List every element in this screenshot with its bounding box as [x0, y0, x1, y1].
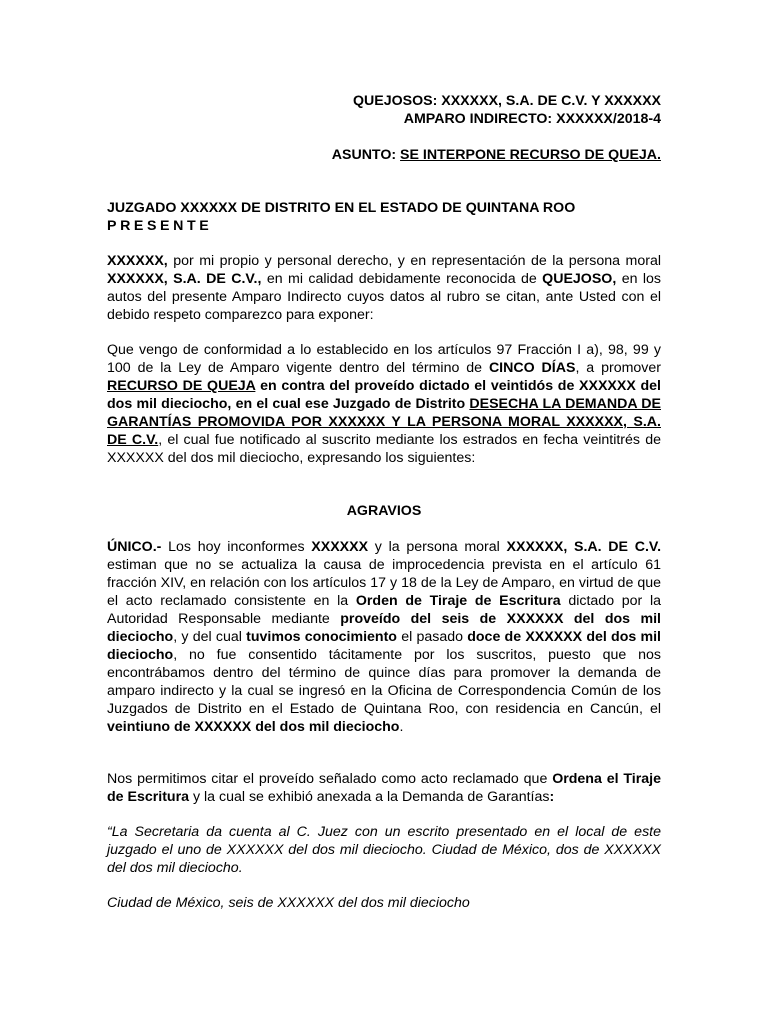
p2-s2: CINCO DÍAS	[488, 360, 576, 376]
p3-s12: el pasado	[396, 629, 468, 645]
p1-s1: XXXXXX,	[107, 253, 168, 269]
p2-s1: Que vengo de conformidad a lo establecido en los artículos 97 Fracción I a), 98, 99 y 100 de la Ley de Amparo vigente dentro del término de	[107, 342, 661, 376]
p2-s8: , el cual fue notificado al suscrito mediante los estrados en fecha veintitrés de XXXXXX del dos mil dieciocho, expresando los siguientes:	[107, 432, 661, 466]
p1-s6: en los autos del presente Amparo Indirecto cuyos datos al rubro se citan, ante Usted con el debido respeto comparezco para exponer:	[107, 271, 662, 323]
recurso-paragraph	[107, 341, 661, 467]
intro-paragraph	[107, 252, 661, 324]
p3-s3: XXXXXX	[311, 539, 369, 555]
court-addressee	[107, 199, 661, 235]
asunto-label: ASUNTO:	[331, 147, 401, 163]
quoted-ruling-date: Ciudad de México, seis de XXXXXX del dos mil dieciocho	[107, 895, 470, 911]
presente-line: PRESENTE	[107, 218, 213, 234]
p3-s11: tuvimos conocimiento	[246, 629, 397, 645]
p3-s10: , y del cual	[173, 629, 247, 645]
citation-intro-paragraph	[107, 770, 661, 806]
p3-s7: Orden de Tiraje de Escritura	[355, 593, 561, 609]
p3-s5: XXXXXX, S.A. DE C.V.	[506, 539, 662, 555]
p3-s1: ÚNICO.-	[107, 539, 162, 555]
asunto-value: SE INTERPONE RECURSO DE QUEJA.	[400, 147, 661, 163]
case-header	[353, 92, 661, 128]
p1-s5: QUEJOSO,	[542, 271, 617, 287]
p4-s1: Nos permitimos citar el proveído señalado como acto reclamado que	[107, 771, 553, 787]
p3-s9: proveído del seis de XXXXXX del dos mil dieciocho	[107, 611, 661, 645]
court-name: JUZGADO XXXXXX DE DISTRITO EN EL ESTADO DE QUINTANA ROO	[107, 200, 576, 216]
p3-s8: dictado por la Autoridad Responsable mediante	[107, 593, 662, 627]
p4-s4: :	[549, 789, 555, 805]
p2-s5: en contra del proveído dictado el veintidós de XXXXXX del dos mil dieciocho, en el cual ese Juzgado de Distrito	[107, 378, 661, 412]
asunto-line	[332, 146, 661, 164]
p4-s3: y la cual se exhibió anexada a la Demanda de Garantías	[189, 789, 550, 805]
amparo-line: AMPARO INDIRECTO: XXXXXX/2018-4	[403, 111, 661, 127]
p4-s2: Ordena el Tiraje de Escritura	[107, 771, 661, 805]
p3-s2: Los hoy inconformes	[161, 539, 312, 555]
p3-s4: y la persona moral	[368, 539, 507, 555]
quoted-ruling-paragraph: “La Secretaria da cuenta al C. Juez con un escrito presentado en el local de este juzgado el uno de XXXXXX del dos mil dieciocho. Ciudad de México, dos de XXXXXX del dos mil dieciocho.	[107, 824, 661, 876]
p3-s15: veintiuno de XXXXXX del dos mil dieciocho	[107, 719, 400, 735]
p3-s16: .	[399, 719, 404, 735]
p1-s3: XXXXXX, S.A. DE C.V.,	[107, 271, 262, 287]
agravios-heading: AGRAVIOS	[346, 503, 422, 519]
p2-s7: DESECHA LA DEMANDA DE GARANTÍAS PROMOVIDA POR XXXXXX Y LA PERSONA MORAL XXXXXX, S.A. DE C.V.	[107, 396, 661, 448]
unico-paragraph	[107, 538, 661, 736]
p3-s14: , no fue consentido tácitamente por los suscritos, puesto que nos encontrábamos dentro del término de quince días para promover la demanda de amparo indirecto y la cual se ingresó en la Oficina de Correspondencia Común de los Juzgados de Distrito en el Estado de Quintana Roo, con residencia en Cancún, el	[107, 647, 661, 717]
p2-s3: , a promover	[575, 360, 662, 376]
p3-s13: doce de XXXXXX del dos mil dieciocho	[107, 629, 661, 663]
p1-s4: en mi calidad debidamente reconocida de	[261, 271, 543, 287]
p1-s2: por mi propio y personal derecho, y en representación de la persona moral	[167, 253, 661, 269]
p2-s4: RECURSO DE QUEJA	[107, 378, 256, 394]
p3-s6: estiman que no se actualiza la causa de improcedencia prevista en el artículo 61 fracción XIV, en relación con los artículos 17 y 18 de la Ley de Amparo, en virtud de que el acto reclamado consistente en la	[107, 557, 661, 609]
quejosos-line: QUEJOSOS: XXXXXX, S.A. DE C.V. Y XXXXXX	[352, 93, 661, 109]
